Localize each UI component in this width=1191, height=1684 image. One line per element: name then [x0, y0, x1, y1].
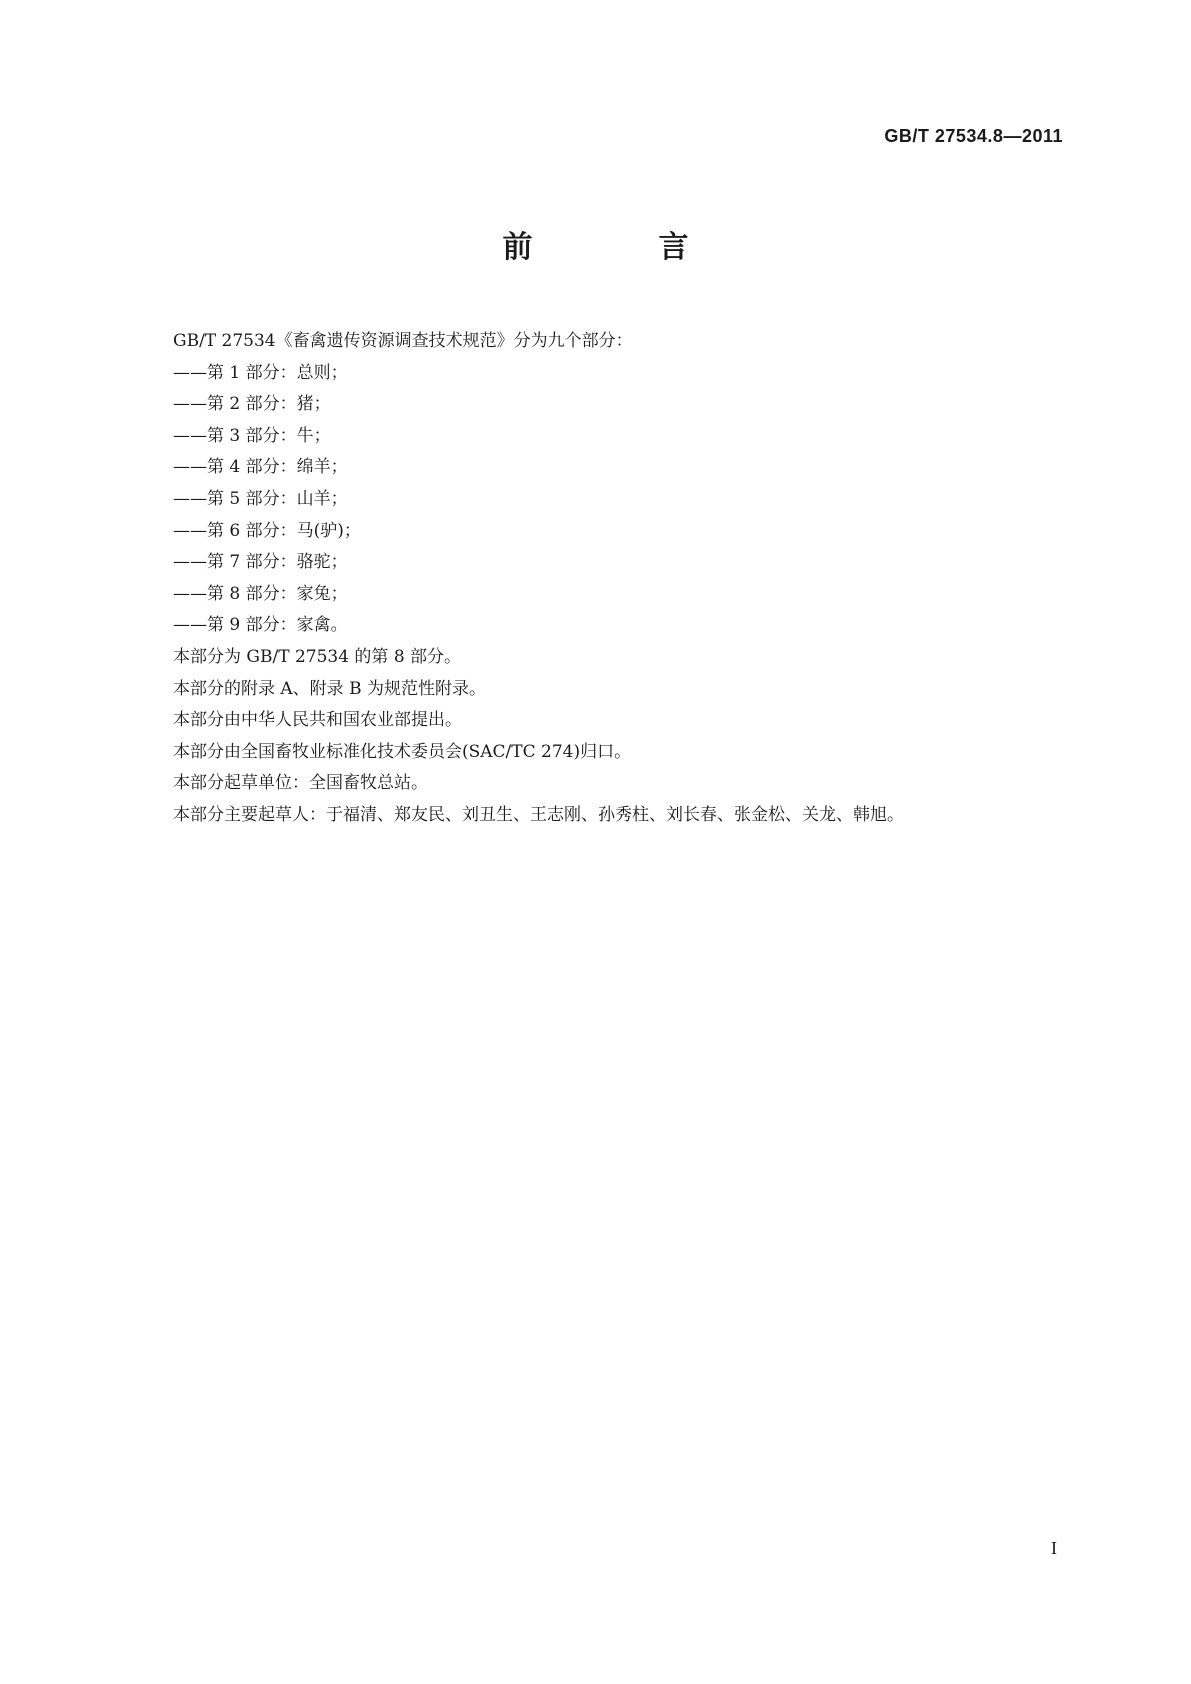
- list-item-part-9: ——第 9 部分：家禽。: [173, 615, 348, 636]
- page-number: I: [1051, 1538, 1057, 1558]
- drafters-paragraph: 本部分主要起草人：于福清、郑友民、刘丑生、王志刚、孙秀柱、刘长春、张金松、关龙、韩旭。: [173, 804, 904, 825]
- proposed-by-paragraph: 本部分由中华人民共和国农业部提出。: [173, 710, 462, 731]
- list-item-part-5: ——第 5 部分：山羊；: [173, 488, 348, 509]
- this-part-paragraph: 本部分为 GB/T 27534 的第 8 部分。: [173, 646, 462, 667]
- list-item-part-1: ——第 1 部分：总则；: [173, 362, 348, 383]
- list-item-part-3: ——第 3 部分：牛；: [173, 425, 331, 446]
- standard-number: GB/T 27534.8—2011: [884, 126, 1063, 146]
- centralized-by-paragraph: 本部分由全国畜牧业标准化技术委员会(SAC/TC 274)归口。: [173, 741, 632, 762]
- list-item-part-4: ——第 4 部分：绵羊；: [173, 457, 348, 478]
- intro-paragraph: GB/T 27534《畜禽遗传资源调查技术规范》分为九个部分：: [173, 331, 633, 351]
- annexes-paragraph: 本部分的附录 A、附录 B 为规范性附录。: [173, 678, 486, 699]
- list-item-part-8: ——第 8 部分：家兔；: [173, 583, 348, 604]
- foreword-body: [173, 326, 1053, 832]
- page-title: 前 言: [502, 230, 737, 265]
- drafting-unit-paragraph: 本部分起草单位：全国畜牧总站。: [173, 773, 428, 794]
- list-item-part-6: ——第 6 部分：马(驴)；: [173, 520, 361, 541]
- list-item-part-7: ——第 7 部分：骆驼；: [173, 552, 348, 573]
- list-item-part-2: ——第 2 部分：猪；: [173, 394, 331, 415]
